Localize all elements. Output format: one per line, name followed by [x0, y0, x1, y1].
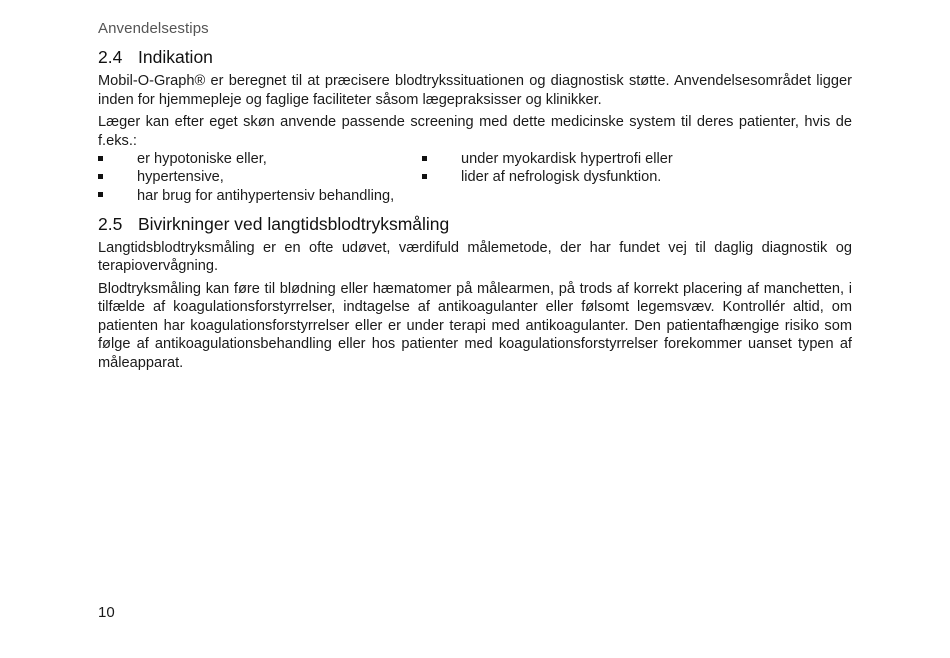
paragraph: Læger kan efter eget skøn anvende passende screening med dette medicinske system til deres patienter, hvis de f.eks.: — [98, 114, 852, 149]
bullet-column-left — [98, 150, 422, 205]
square-bullet-icon — [98, 156, 103, 161]
list-item-text: under myokardisk hypertrofi eller — [461, 151, 673, 167]
list-item-text: hypertensive, — [137, 169, 224, 186]
paragraph: Blodtryksmåling kan føre til blødning eller hæmatomer på målearmen, på trods af korrekt placering af manchetten, i tilfælde af koagulationsforstyrrelser, indtagelse af antikoagulanter eller følsomt legemsvæv. Kontrollér altid, om patienten har koagulationsforstyrrelser eller er under terapi med antikoagulanter. Den patientafhængige risiko som følge af antikoagulationsbehandling eller hos patienter med koagulationsforstyrrelser forekommer uanset typen af måleapparat. — [98, 280, 852, 371]
bullet-column-right — [422, 150, 852, 205]
square-bullet-icon — [98, 174, 103, 179]
list-item-text: lider af nefrologisk dysfunktion. — [461, 169, 662, 186]
list-item-text: har brug for antihypertensiv behandling, — [137, 187, 395, 204]
section-number: 2.4 — [98, 47, 123, 67]
section-title: Bivirkninger ved langtidsblodtryksmåling — [138, 213, 450, 234]
section-title: Indikation — [138, 47, 213, 67]
section-heading — [98, 213, 852, 235]
section-indikation — [98, 46, 852, 205]
list-item — [422, 168, 852, 186]
list-item-text: er hypotoniske eller, — [137, 151, 267, 167]
page-number: 10 — [98, 604, 115, 621]
running-header: Anvendelsestips — [98, 20, 209, 37]
section-number: 2.5 — [98, 213, 123, 234]
section-heading — [98, 46, 852, 68]
list-item — [98, 187, 422, 205]
square-bullet-icon — [98, 192, 103, 197]
paragraph: Mobil-O-Graph® er beregnet til at præcisere blodtrykssituationen og diagnostisk støtte. Anvendelsesområdet ligger inden for hjemmepleje og faglige faciliteter såsom lægepraksisser og klinikker. — [98, 73, 852, 108]
list-item — [98, 168, 422, 186]
section-bivirkninger — [98, 213, 852, 373]
square-bullet-icon — [422, 156, 427, 161]
list-item — [98, 150, 422, 168]
paragraph: Langtidsblodtryksmåling er en ofte udøvet, værdifuld målemetode, der har fundet vej til daglig diagnostik og terapiovervågning. — [98, 239, 852, 275]
page-content — [98, 46, 852, 376]
square-bullet-icon — [422, 174, 427, 179]
list-item — [422, 150, 852, 168]
bullet-list — [98, 150, 852, 205]
